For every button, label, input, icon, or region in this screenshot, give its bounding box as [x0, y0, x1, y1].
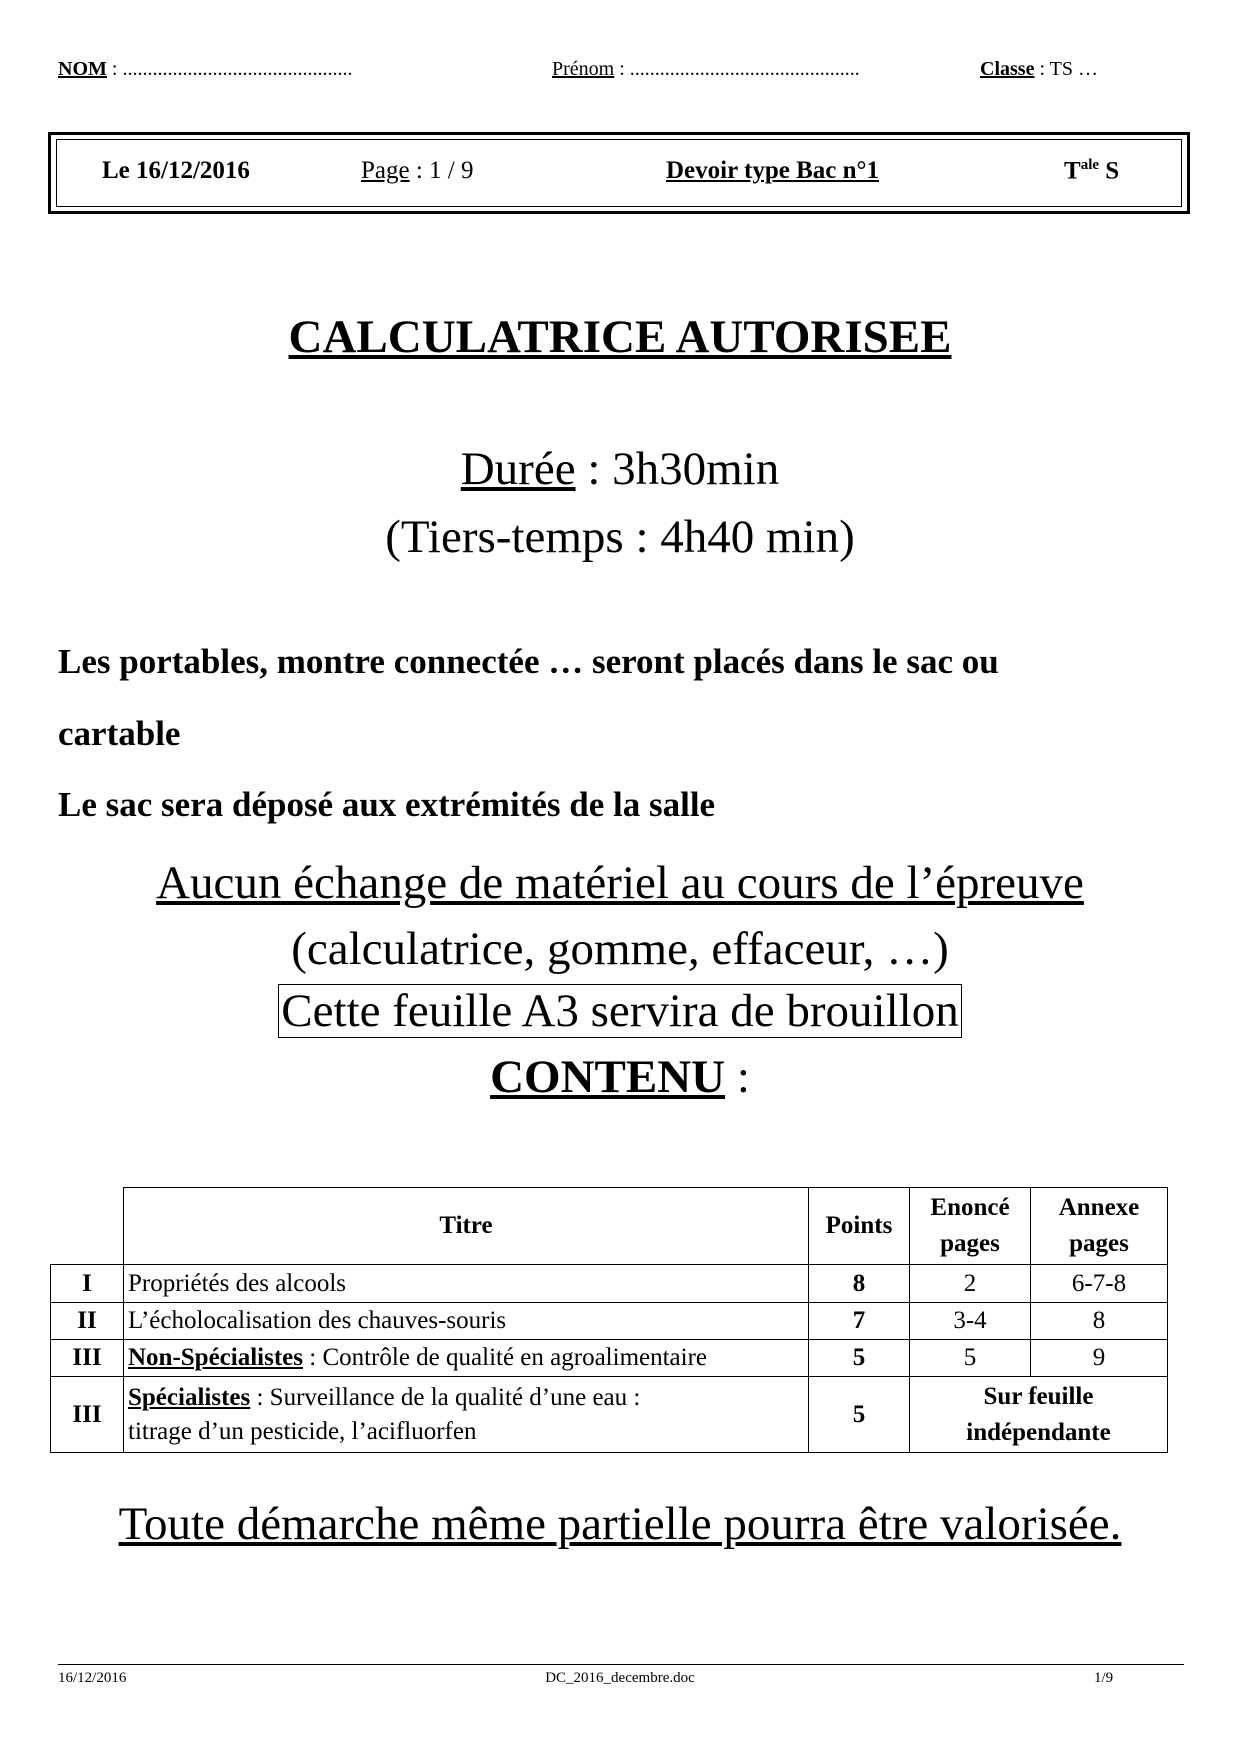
row-enonce: 3-4	[910, 1303, 1031, 1340]
contenu-colon: :	[725, 1051, 750, 1103]
row-title	[124, 1377, 809, 1453]
header-annexe-2: pages	[1069, 1230, 1129, 1257]
duration-value: : 3h30min	[575, 443, 780, 495]
header-page-label: Page	[361, 157, 410, 184]
duration-label: Durée	[460, 443, 576, 495]
header-class-s: S	[1099, 157, 1120, 185]
row-number: III	[51, 1377, 124, 1453]
row-title	[124, 1340, 809, 1377]
footer-page: 1/9	[1094, 1670, 1114, 1686]
nom-dots: : ..............................................	[106, 58, 353, 80]
header-enonce-2: pages	[940, 1230, 1000, 1257]
rule-line-3: Le sac sera déposé aux extrémités de la salle	[58, 785, 716, 824]
header-annexe	[1031, 1188, 1168, 1265]
header-date: Le 16/12/2016	[102, 157, 250, 184]
duration-line	[0, 442, 1240, 496]
header-enonce-1: Enoncé	[930, 1194, 1010, 1221]
closing-statement: Toute démarche même partielle pourra être valorisée.	[118, 1498, 1122, 1550]
contents-table	[50, 1187, 1168, 1453]
table-corner-empty	[51, 1188, 124, 1265]
row-title-text: : Contrôle de qualité en agroalimentaire	[303, 1344, 708, 1371]
contenu-heading	[0, 1050, 1240, 1104]
classe-label: Classe	[980, 58, 1035, 80]
row-number: III	[51, 1340, 124, 1377]
prenom-field	[552, 58, 860, 81]
row-title: Propriétés des alcools	[124, 1265, 809, 1303]
tiers-temps-line: (Tiers-temps : 4h40 min)	[385, 511, 855, 563]
footer-filename: DC_2016_decembre.doc	[545, 1670, 695, 1686]
header-class-t: T	[1064, 157, 1081, 185]
row-enonce: 2	[910, 1265, 1031, 1303]
header-points: Points	[809, 1188, 910, 1265]
row-merged-pages	[910, 1377, 1168, 1453]
row-title-prefix: Spécialistes	[128, 1383, 251, 1411]
footer-divider	[58, 1664, 1184, 1665]
brouillon-line	[0, 984, 1240, 1038]
row-title-prefix: Non-Spécialistes	[128, 1344, 303, 1371]
rule-line-1: Les portables, montre connectée … seront placés dans le sac ou	[58, 642, 999, 681]
row-title-line-1: : Surveillance de la qualité d’une eau :	[250, 1383, 641, 1411]
footer-date: 16/12/2016	[58, 1670, 127, 1686]
contenu-label: CONTENU	[490, 1051, 726, 1103]
header-page	[361, 157, 474, 185]
row-number: I	[51, 1265, 124, 1303]
table-header-row	[51, 1188, 1168, 1265]
classe-field	[980, 58, 1098, 81]
row-points: 7	[809, 1303, 910, 1340]
nom-label: NOM	[58, 58, 107, 80]
table-row	[51, 1265, 1168, 1303]
header-enonce	[910, 1188, 1031, 1265]
brouillon-box: Cette feuille A3 servira de brouillon	[278, 984, 961, 1038]
prenom-dots: : ..............................................	[614, 58, 860, 80]
rule-line-2: cartable	[58, 714, 181, 753]
prenom-label: Prénom	[552, 58, 615, 80]
row-points: 5	[809, 1340, 910, 1377]
header-class-sup: ale	[1080, 157, 1100, 173]
header-titre: Titre	[124, 1188, 809, 1265]
row-annexe: 9	[1031, 1340, 1168, 1377]
page-title: CALCULATRICE AUTORISEE	[288, 311, 952, 363]
header-page-value: : 1 / 9	[409, 157, 474, 184]
nom-field	[58, 58, 352, 81]
header-devoir: Devoir type Bac n°1	[666, 157, 879, 184]
row-merged-2: indépendante	[966, 1418, 1111, 1446]
classe-value: : TS …	[1034, 58, 1098, 80]
row-number: II	[51, 1303, 124, 1340]
row-enonce: 5	[910, 1340, 1031, 1377]
material-line-2: (calculatrice, gomme, effaceur, …)	[291, 923, 949, 975]
row-title: L’écholocalisation des chauves-souris	[124, 1303, 809, 1340]
header-annexe-1: Annexe	[1058, 1194, 1140, 1221]
row-annexe: 8	[1031, 1303, 1168, 1340]
material-line-1: Aucun échange de matériel au cours de l’épreuve	[156, 857, 1084, 909]
row-points: 8	[809, 1265, 910, 1303]
header-class	[1064, 157, 1119, 185]
row-annexe: 6-7-8	[1031, 1265, 1168, 1303]
row-merged-1: Sur feuille	[983, 1382, 1094, 1410]
row-points: 5	[809, 1377, 910, 1453]
table-row	[51, 1340, 1168, 1377]
row-title-line-2: titrage d’un pesticide, l’acifluorfen	[128, 1417, 477, 1445]
table-row	[51, 1303, 1168, 1340]
table-row	[51, 1377, 1168, 1453]
